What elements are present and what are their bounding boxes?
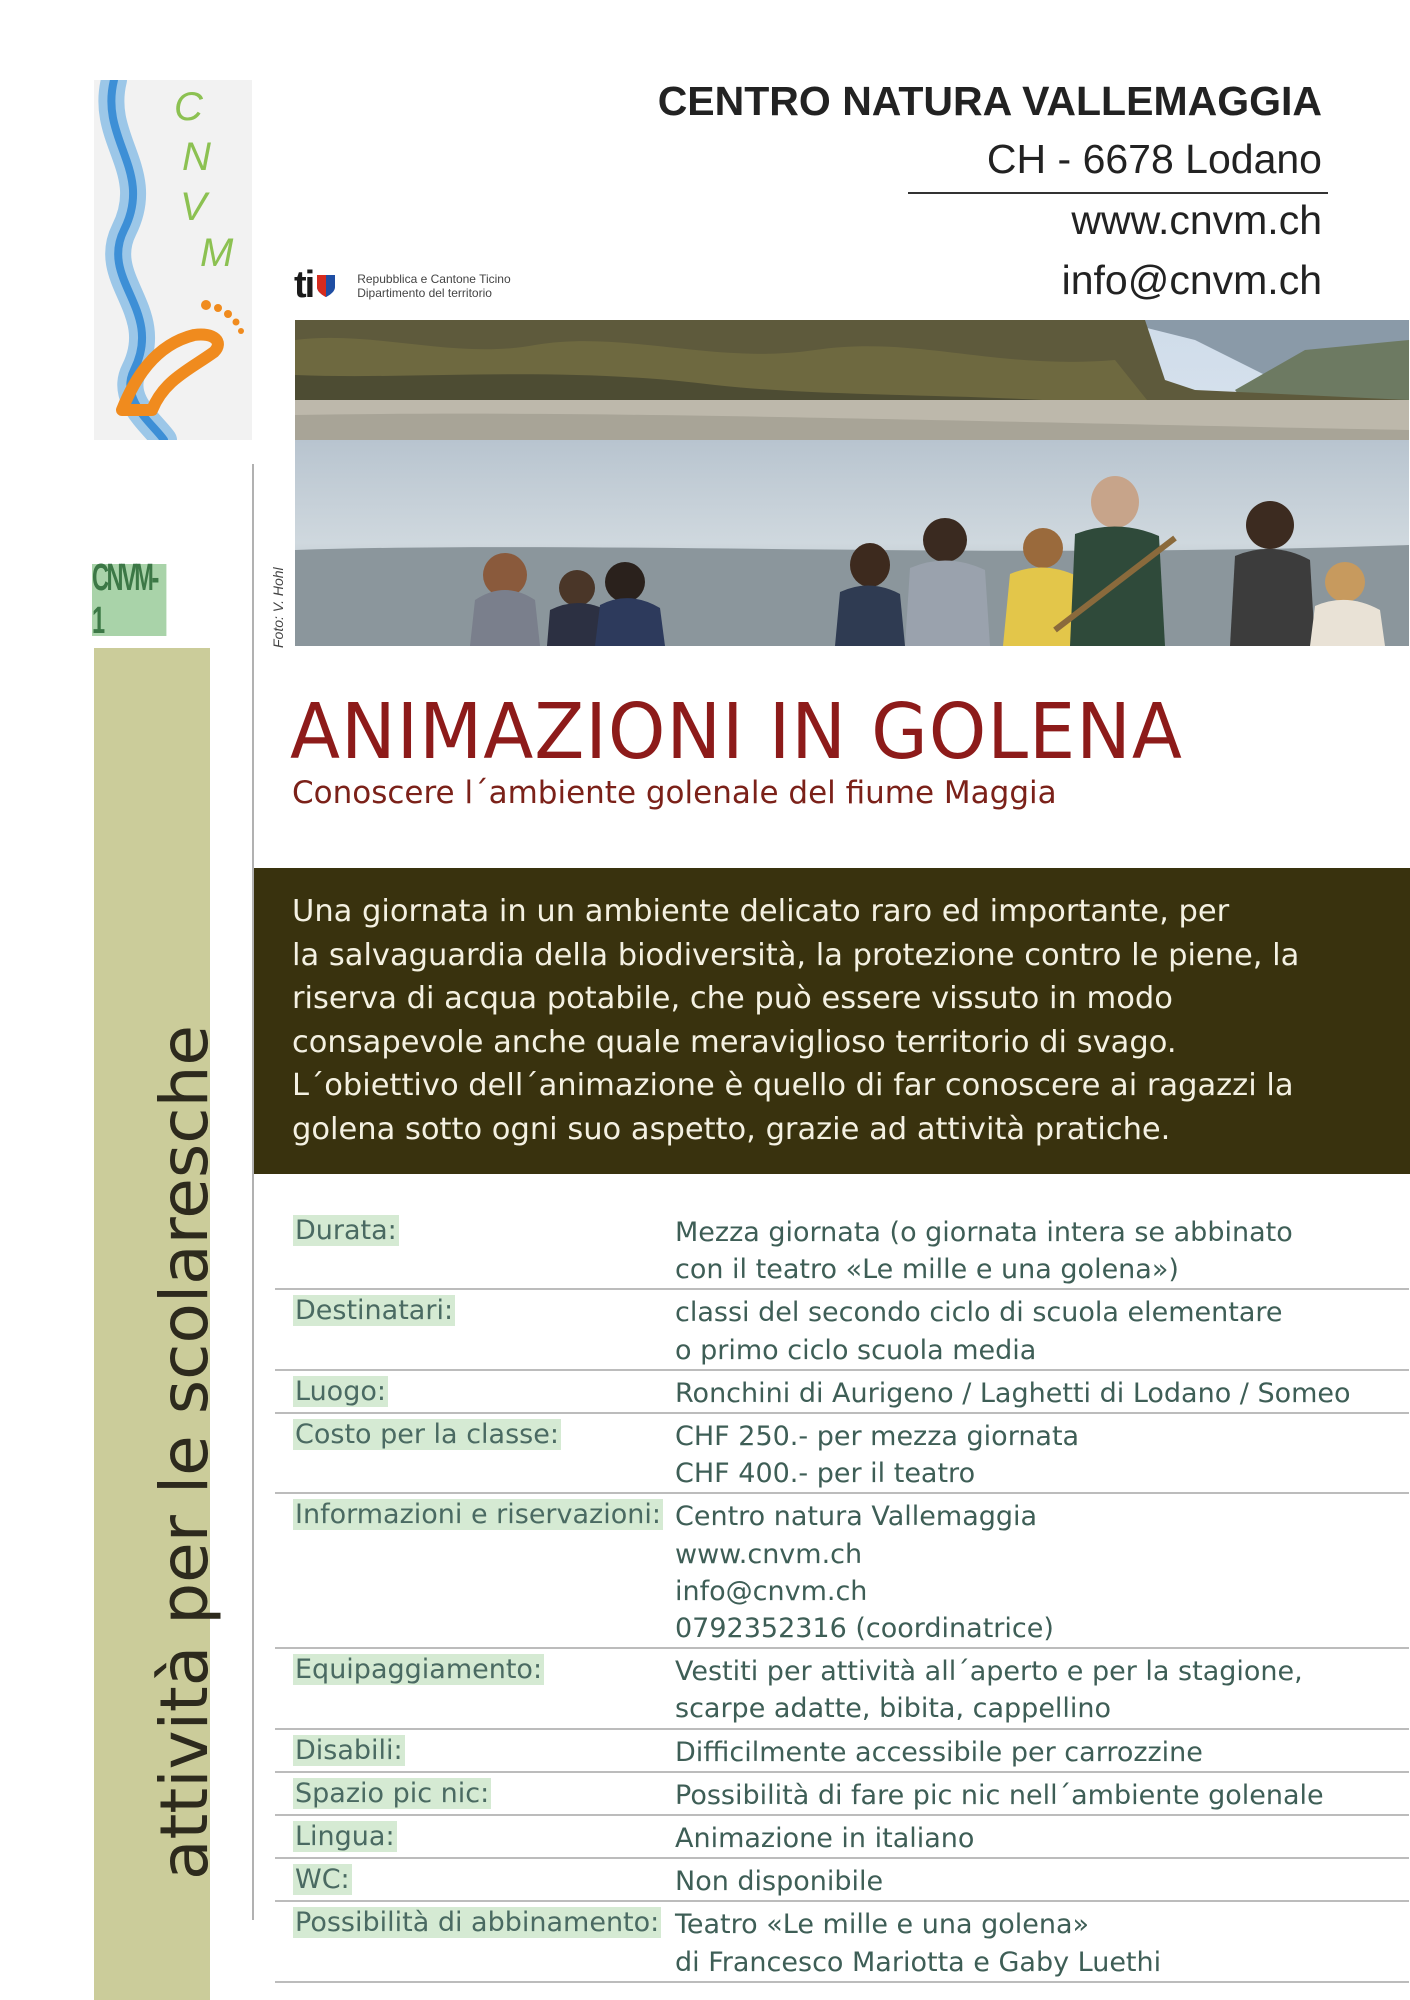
logo-letter: C bbox=[174, 85, 203, 129]
canton-text: Repubblica e Cantone Ticino Dipartimento del territorio bbox=[357, 271, 511, 300]
page-subtitle: Conoscere l´ambiente golenale del fiume Maggia bbox=[292, 775, 1057, 811]
detail-value: Centro natura Vallemaggia www.cnvm.ch info@cnvm.ch 0792352316 (coordinatrice) bbox=[675, 1501, 1054, 1645]
detail-value: Difficilmente accessibile per carrozzine bbox=[675, 1736, 1203, 1768]
canton-ticino-logo bbox=[294, 264, 511, 307]
intro-line: consapevole anche quale meraviglioso territorio di svago. bbox=[292, 1024, 1177, 1060]
detail-label: Disabili: bbox=[295, 1734, 403, 1766]
detail-label: Lingua: bbox=[295, 1821, 395, 1853]
detail-label: Durata: bbox=[295, 1215, 397, 1246]
detail-label: Luogo: bbox=[295, 1375, 386, 1407]
detail-row-destinatari bbox=[275, 1290, 1409, 1370]
org-address: CH - 6678 Lodano bbox=[986, 136, 1322, 182]
detail-row-lingua bbox=[275, 1816, 1409, 1859]
detail-row-wc bbox=[275, 1859, 1409, 1902]
detail-value: classi del secondo ciclo di scuola elementare o primo ciclo scuola media bbox=[675, 1297, 1283, 1366]
org-name: CENTRO NATURA VALLEMAGGIA bbox=[657, 78, 1322, 124]
detail-label: Costo per la classe: bbox=[295, 1419, 559, 1451]
detail-label: WC: bbox=[295, 1864, 350, 1896]
org-website[interactable]: www.cnvm.ch bbox=[1071, 197, 1322, 243]
detail-row-costo bbox=[275, 1414, 1409, 1494]
intro-line: golena sotto ogni suo aspetto, grazie ad attività pratiche. bbox=[292, 1111, 1171, 1147]
detail-label: Equipaggiamento: bbox=[295, 1654, 543, 1686]
detail-label: Destinatari: bbox=[295, 1295, 454, 1327]
cnvm-logo bbox=[94, 80, 252, 440]
svg-text:M: M bbox=[200, 231, 234, 275]
detail-row-abbinamento bbox=[275, 1902, 1409, 1982]
detail-value: Mezza giornata (o giornata intera se abbinato con il teatro «Le mille e una golena») bbox=[675, 1217, 1293, 1286]
details-table bbox=[275, 1210, 1409, 1983]
svg-text:N: N bbox=[182, 135, 211, 179]
detail-value: Teatro «Le mille e una golena» di Francesco Mariotta e Gaby Luethi bbox=[675, 1909, 1162, 1978]
detail-row-picnic bbox=[275, 1773, 1409, 1816]
ti-mark: ti bbox=[294, 264, 335, 307]
detail-value: CHF 250.- per mezza giornata CHF 400.- per il teatro bbox=[675, 1421, 1080, 1490]
detail-row-durata bbox=[275, 1210, 1409, 1290]
photo-credit: Foto: V. Hohl bbox=[270, 567, 286, 648]
detail-label: Spazio pic nic: bbox=[295, 1777, 490, 1809]
vertical-divider bbox=[252, 464, 254, 1920]
intro-text bbox=[292, 890, 1392, 1152]
header-divider bbox=[908, 192, 1328, 194]
detail-value: Possibilità di fare pic nic nell´ambiente golenale bbox=[675, 1779, 1324, 1811]
svg-text:V: V bbox=[180, 185, 207, 229]
detail-value: Non disponibile bbox=[675, 1866, 884, 1898]
detail-row-informazioni bbox=[275, 1494, 1409, 1649]
detail-label: Possibilità di abbinamento: bbox=[295, 1907, 660, 1939]
activity-code-badge: CNVM-1 bbox=[92, 564, 166, 636]
intro-line: L´obiettivo dell´animazione è quello di far conoscere ai ragazzi la bbox=[292, 1068, 1294, 1104]
detail-row-disabili bbox=[275, 1730, 1409, 1773]
intro-line: la salvaguardia della biodiversità, la protezione contro le piene, la bbox=[292, 937, 1300, 973]
ticino-shield-icon bbox=[317, 275, 335, 297]
page-title: ANIMAZIONI IN GOLENA bbox=[290, 688, 1183, 777]
detail-row-equipaggiamento bbox=[275, 1649, 1409, 1729]
detail-label: Informazioni e riservazioni: bbox=[295, 1499, 661, 1531]
org-email[interactable]: info@cnvm.ch bbox=[1061, 257, 1322, 303]
side-heading: attività per le scolaresche bbox=[146, 1024, 223, 1880]
river-photo bbox=[295, 320, 1409, 646]
intro-line: riserva di acqua potabile, che può essere vissuto in modo bbox=[292, 981, 1173, 1017]
detail-row-luogo bbox=[275, 1371, 1409, 1414]
detail-value: Ronchini di Aurigeno / Laghetti di Lodano / Someo bbox=[675, 1377, 1351, 1409]
intro-box bbox=[254, 868, 1410, 1174]
intro-line: Una giornata in un ambiente delicato raro ed importante, per bbox=[292, 894, 1230, 929]
detail-value: Vestiti per attività all´aperto e per la stagione, scarpe adatte, bibita, cappellino bbox=[675, 1656, 1303, 1725]
detail-value: Animazione in italiano bbox=[675, 1823, 975, 1855]
